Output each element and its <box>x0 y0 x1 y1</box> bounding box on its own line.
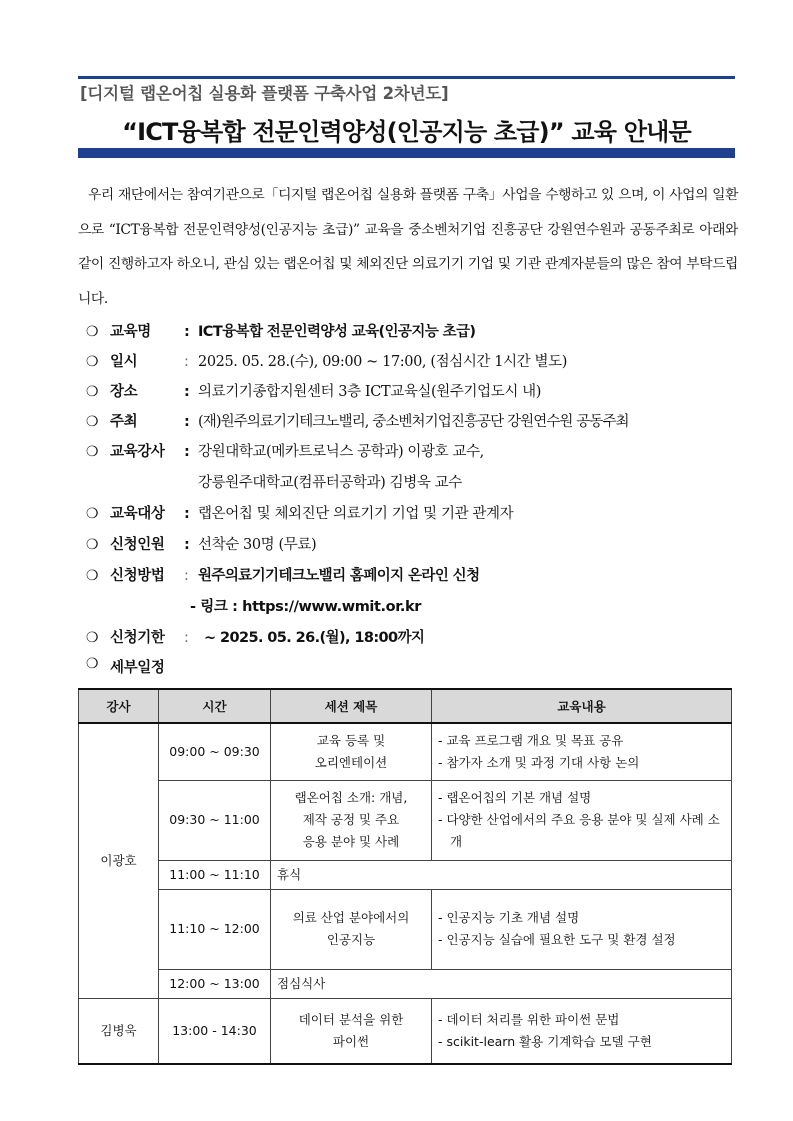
schedule-table <box>78 688 732 1065</box>
column-header: 교육내용 <box>432 689 732 723</box>
table-row <box>79 889 732 969</box>
colon: : <box>184 537 190 553</box>
info-value: ICT융복합 전문인력양성 교육(인공지능 초급) <box>198 324 476 340</box>
bullet-circle-icon: ❍ <box>86 324 99 340</box>
colon: : <box>184 324 190 340</box>
info-method <box>86 564 746 585</box>
bullet-circle-icon: ❍ <box>86 506 99 522</box>
info-value: 랩온어칩 및 체외진단 의료기기 기업 및 기관 관계자 <box>198 506 514 522</box>
info-label: 신청기한 <box>110 630 165 646</box>
bullet-circle-icon: ❍ <box>86 444 99 460</box>
info-value: 강원대학교(메카트로닉스 공학과) 이광호 교수, <box>198 444 484 460</box>
table-header-row <box>79 689 732 723</box>
lunch-cell: 점심식사 <box>271 969 732 998</box>
session-title-line: 데이터 분석을 위한 <box>298 1011 404 1027</box>
intro-line: 우리 재단에서는 참여기관으로「디지털 랩온어칩 실용화 플랫폼 구축」사업을 수행하고 있 <box>88 187 614 203</box>
session-title-line: 랩온어칩 소개: 개념, <box>294 790 408 805</box>
session-title-cell <box>271 998 432 1064</box>
content-cell <box>432 998 732 1064</box>
bullet-circle-icon: ❍ <box>86 630 99 646</box>
content-line: - 다양한 산업에서의 주요 응용 분야 및 실제 사례 소개 <box>438 812 720 849</box>
info-label: 신청방법 <box>110 568 165 584</box>
bullet-circle-icon: ❍ <box>86 354 99 370</box>
content-cell <box>432 780 732 860</box>
column-header: 강사 <box>79 689 159 723</box>
registration-link[interactable]: - 링크 : https://www.wmit.or.kr <box>190 599 421 615</box>
info-host <box>86 410 746 431</box>
content-cell <box>432 723 732 780</box>
instructor-cell: 이광호 <box>79 723 159 998</box>
info-date <box>86 350 746 371</box>
time-cell: 11:10 ~ 12:00 <box>159 889 271 969</box>
content-line: - 참가자 소개 및 과정 기대 사항 논의 <box>438 754 640 770</box>
page-title: “ICT융복합 전문인력양성(인공지능 초급)” 교육 안내문 <box>122 118 691 146</box>
info-capacity <box>86 533 746 554</box>
session-title-cell <box>271 780 432 860</box>
table-row <box>79 969 732 998</box>
info-value: 원주의료기기테크노밸리 홈페이지 온라인 신청 <box>198 568 480 584</box>
colon: : <box>184 354 189 370</box>
session-title-line: 제작 공정 및 주요 <box>302 812 400 827</box>
info-schedule <box>86 656 746 677</box>
bullet-circle-icon: ❍ <box>86 568 99 584</box>
time-cell: 09:30 ~ 11:00 <box>159 780 271 860</box>
session-title-line: 의료 산업 분야에서의 <box>292 910 410 925</box>
session-title-cell <box>271 889 432 969</box>
table-row <box>79 780 732 860</box>
bullet-circle-icon: ❍ <box>86 656 99 672</box>
content-line: - scikit-learn 활용 기계학습 모델 구현 <box>438 1033 652 1049</box>
column-header: 시간 <box>159 689 271 723</box>
program-tag: [디지털 랩온어칩 실용화 플랫폼 구축사업 2차년도] <box>80 84 449 103</box>
info-value: ~ 2025. 05. 26.(월), 18:00까지 <box>204 630 425 646</box>
column-header: 세션 제목 <box>271 689 432 723</box>
info-target <box>86 502 746 523</box>
content-line: - 교육 프로그램 개요 및 목표 공유 <box>438 732 624 748</box>
info-deadline <box>86 626 746 647</box>
info-value: 의료기기종합지원센터 3층 ICT교육실(원주기업도시 내) <box>198 384 542 400</box>
info-instructors-line2: 강릉원주대학교(컴퓨터공학과) 김병욱 교수 <box>198 475 462 491</box>
content-cell <box>432 889 732 969</box>
colon: : <box>184 506 190 522</box>
content-line: - 랩온어칩의 기본 개념 설명 <box>438 790 592 805</box>
table-row <box>79 860 732 889</box>
info-label: 일시 <box>110 354 138 370</box>
info-instructors <box>86 440 746 461</box>
session-title-line: 파이썬 <box>332 1033 370 1049</box>
colon: : <box>184 414 190 430</box>
info-label: 신청인원 <box>110 537 165 553</box>
intro-line: 체외진단 의료기기 기업 및 기관 관계자분들의 많은 참여 부탁드립니다. <box>78 256 738 307</box>
instructor-cell: 김병욱 <box>79 998 159 1064</box>
table-row <box>79 723 732 780</box>
top-rule <box>78 76 735 79</box>
content-line: - 인공지능 기초 개념 설명 <box>438 910 580 925</box>
session-title-line: 교육 등록 및 <box>316 732 386 748</box>
content-line: - 데이터 처리를 위한 파이썬 문법 <box>438 1011 620 1027</box>
bullet-circle-icon: ❍ <box>86 414 99 430</box>
colon: : <box>184 630 189 646</box>
info-label: 교육명 <box>110 324 151 340</box>
intro-line: 진흥공단 강원연수원과 공동주최로 아래와 같이 진행하고자 하오니, 관심 있는 랩온어칩 및 <box>78 221 738 272</box>
table-row <box>79 998 732 1064</box>
intro-line: 으며, 이 사업의 일환으로 “ICT융복합 전문인력양성(인공지능 초급)” 교육을 중소벤처기업 <box>78 187 738 238</box>
info-course <box>86 320 746 341</box>
intro-paragraph <box>78 178 738 316</box>
time-cell: 09:00 ~ 09:30 <box>159 723 271 780</box>
info-venue <box>86 380 746 401</box>
break-cell: 휴식 <box>271 860 732 889</box>
info-value: 선착순 30명 (무료) <box>198 537 317 553</box>
title-underline-bar <box>78 148 735 158</box>
content-line: - 인공지능 실습에 필요한 도구 및 환경 설정 <box>438 932 676 947</box>
info-value: 2025. 05. 28.(수), 09:00 ~ 17:00, (점심시간 1시간 별도) <box>198 354 567 370</box>
time-cell: 13:00 - 14:30 <box>159 998 271 1064</box>
colon: : <box>184 384 190 400</box>
bullet-circle-icon: ❍ <box>86 384 99 400</box>
colon: : <box>184 568 189 584</box>
time-cell: 11:00 ~ 11:10 <box>159 860 271 889</box>
session-title-line: 오리엔테이션 <box>314 754 388 770</box>
info-value: (재)원주의료기기테크노밸리, 중소벤처기업진흥공단 강원연수원 공동주최 <box>198 414 629 430</box>
colon: : <box>184 444 190 460</box>
session-title-cell <box>271 723 432 780</box>
session-title-line: 인공지능 <box>326 932 376 947</box>
info-label: 주최 <box>110 414 138 430</box>
bullet-circle-icon: ❍ <box>86 537 99 553</box>
session-title-line: 응용 분야 및 사례 <box>302 834 400 849</box>
info-label: 세부일정 <box>110 660 165 676</box>
time-cell: 12:00 ~ 13:00 <box>159 969 271 998</box>
info-label: 교육강사 <box>110 444 165 460</box>
info-label: 교육대상 <box>110 506 165 522</box>
info-label: 장소 <box>110 384 138 400</box>
